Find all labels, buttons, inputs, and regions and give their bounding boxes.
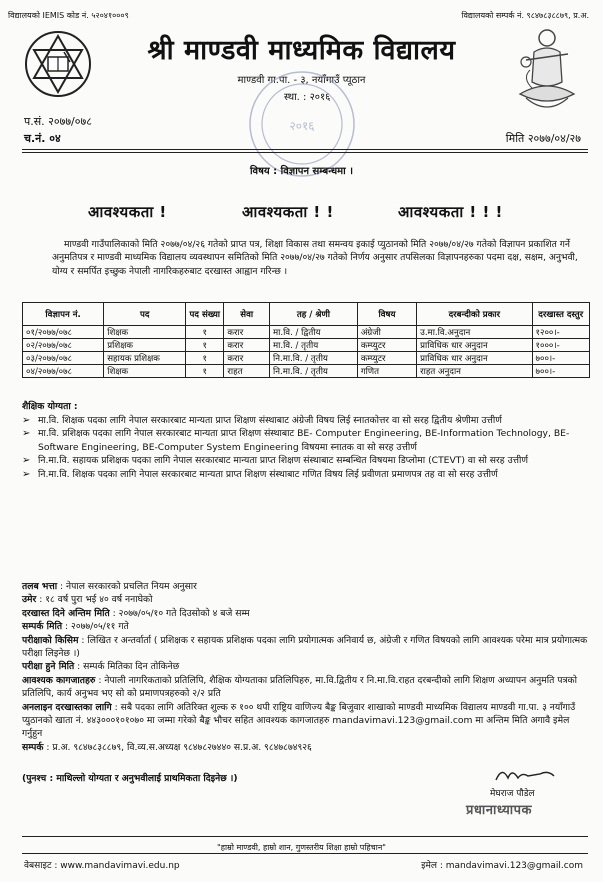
detail-text: : सबै पदका लागि अतिरिक्त शुल्क रु १०० थपी राष्ट्रिय वाणिज्य बैङ्क बिजुवार शाखाको माण्डवी माध्यमिक विद्यालय माण्डवी गा.पा. ३ नयाँगाउँ प्युठानको खाता नं. ४४३०००१०१०७० मा जम्मा गरेको बैङ्क भौचर सहित आवश्यक कागजातहरु mandavimavi.123@gmail.com मा अन्तिम मिति अगावै इमेल गर्नुहुन: [22, 701, 576, 740]
cell-quota-type: राहत अनुदान: [417, 365, 532, 378]
qualification-heading: शैक्षिक योग्यता :: [22, 401, 78, 412]
footer-divider-2: [22, 853, 588, 854]
cell-post: सहायक प्रशिक्षक: [104, 352, 186, 365]
detail-label: सम्पर्क: [22, 741, 44, 753]
cell-quota-type: प्राविधिक धार अनुदान: [417, 352, 532, 365]
table-row: [23, 352, 590, 365]
table-header-row: [23, 303, 590, 326]
svg-text:२०१६: २०१६: [289, 119, 315, 133]
cell-quota-type: प्राविधिक धार अनुदान: [417, 339, 532, 352]
cell-subject: अंग्रेजी: [357, 326, 416, 339]
subject-line: विषय : विज्ञापन सम्बन्धमा ।: [249, 166, 354, 177]
detail-text: : लिखित र अन्तर्वार्ता ( प्रशिक्षक र सहायक प्रशिक्षक पदका लागि प्रयोगात्मक अनिवार्य छ, अंग्रेजी र गणित विषयको लागि आवश्यक परेमा मात्र प्रयोगात्मक परीक्षा लिइनेछ ।): [22, 634, 588, 660]
col-header-fee: दरखास्त दस्तुर: [532, 303, 590, 326]
cell-level: नि.मा.वि. / तृतीय: [269, 352, 357, 365]
cell-post-count: १: [186, 352, 224, 365]
wanted-heading-2: आवश्यकता ! !: [242, 203, 334, 221]
cell-post: शिक्षक: [104, 365, 186, 378]
col-header-post-count: पद संख्या: [186, 303, 224, 326]
col-header-level: तह / श्रेणी: [269, 303, 357, 326]
cell-post-count: १: [186, 326, 224, 339]
detail-text: : नेपाली नागरिकताको प्रतिलिपि, शैक्षिक योग्यताका प्रतिलिपिहरु, मा.वि.द्वितीय र नि.मा.वि.राहत दरबन्दीको लागि शिक्षण अध्यापन अनुमति पत्रको प्रतिलिपि, कार्य अनुभव भए सो को प्रमाणपत्रहरुको २/२ प्रति: [22, 674, 577, 700]
cell-ad-no: ०४/२०७७/०७८: [23, 365, 104, 378]
letter-date: मिति २०७७/०४/२७: [505, 132, 581, 145]
wanted-heading-1: आवश्यकता !: [88, 203, 167, 221]
cell-subject: कम्प्युटर: [357, 352, 416, 365]
detail-label: आवश्यक कागजातहरु: [22, 674, 96, 686]
details-list: [22, 580, 588, 754]
footer-motto: "हाम्रो माण्डवी, हाम्रो शान, गुणस्तरीय शिक्षा हाम्रो पहिचान": [217, 843, 386, 852]
detail-text: : सम्पर्क मितिका दिन तोकिनेछ: [74, 661, 180, 673]
list-item: ➢ मा.वि. शिक्षक पदका लागि नेपाल सरकारबाट मान्यता प्राप्त शिक्षण संस्थाबाट अंग्रेजी विषय लिई स्नातकोत्तर वा सो सरह द्वितीय श्रेणीमा उत्तीर्ण: [22, 414, 588, 427]
emis-code: विद्यालयको IEMIS कोड नं. ५२०४१०००९: [8, 11, 129, 20]
detail-deadline: [22, 607, 588, 620]
header-divider-2: [22, 152, 588, 153]
cell-post-count: १: [186, 339, 224, 352]
cell-ad-no: ०३/२०७७/०७८: [23, 352, 104, 365]
detail-age: [22, 593, 588, 606]
cell-level: मा.वि. / तृतीय: [269, 339, 357, 352]
signatory-title: प्रधानाध्यापक: [466, 803, 533, 818]
cell-ad-no: ०२/२०७७/०७८: [23, 339, 104, 352]
table-row: [23, 326, 590, 339]
school-contact: विद्यालयको सम्पर्क नं. ९८४७८३८८७९, प्र.अ.: [461, 11, 589, 20]
cell-post-count: १: [186, 365, 224, 378]
vacancy-table: [22, 302, 590, 378]
detail-label: परीक्षा हुने मिति: [22, 661, 75, 673]
detail-documents: [22, 674, 588, 701]
list-item: ➢ मा.वि. प्रशिक्षक पदका लागि नेपाल सरकारबाट मान्यता प्राप्त शिक्षण संस्थाबाट BE- Computer Engineering, BE-Information Technology, BE-Software Engineering, BE-Computer System Engineering विषयमा स्नातक वा सो सरह उत्तीर्ण: [22, 427, 588, 454]
cell-fee: १२००।-: [532, 326, 590, 339]
col-header-quota-type: दरबन्दीको प्रकार: [417, 303, 532, 326]
wanted-heading-3: आवश्यकता ! ! !: [398, 203, 503, 221]
cell-service: राहत: [224, 365, 270, 378]
cell-fee: ७००।-: [532, 365, 590, 378]
footer-divider: [22, 836, 588, 837]
detail-label: उमेर: [22, 594, 37, 606]
detail-text: : नेपाल सरकारको प्रचलित नियम अनुसार: [57, 581, 197, 592]
detail-exam-type: [22, 634, 588, 661]
detail-salary: [22, 580, 588, 593]
reference-number: प.सं. २०७७/०७८: [24, 115, 92, 128]
school-address: माण्डवी गा.पा. - ३, नयाँगाउँ प्यूठान: [237, 75, 366, 86]
intro-paragraph: माण्डवी गाउँपालिकाको मिति २०७७/०४/२६ गतेको प्राप्त पत्र, शिक्षा विकास तथा समन्वय इकाई प्युठानको मिति २०७७/०४/२७ गतेको विज्ञापन प्रकाशित गर्ने अनुमतिपत्र र माण्डवी माध्यमिक विद्यालय व्यवस्थापन समितिको मिति २०७७/०४/२७ गतेको निर्णय अनुसार तपसिलका विज्ञापनहरुका पदमा दक्ष, सक्षम, अनुभवी, योग्य र समर्पित इच्छुक नेपाली नागरिकहरुबाट दरखास्त आह्वान गरिन्छ ।: [52, 239, 578, 277]
cell-quota-type: उ.मा.वि.अनुदान: [417, 326, 532, 339]
postscript-note: (पुनश्च : माथिल्लो योग्यता र अनुभवीलाई प्राथमिकता दिइनेछ ।): [22, 773, 238, 784]
signatory-name: मेघराज पौडेल: [490, 789, 535, 799]
table-row: [23, 365, 590, 378]
list-item: ➢ नि.मा.वि. शिक्षक पदका लागि नेपाल सरकारबाट मान्यता प्राप्त शिक्षण संस्थाबाट गणित विषय लिई प्रवीणता प्रमाणपत्र तह वा सो सरह उत्तीर्ण: [22, 468, 588, 481]
detail-online-application: [22, 701, 588, 741]
cell-subject: गणित: [357, 365, 416, 378]
detail-text: : प्र.अ. ९८४७८३८८७९, वि.व्य.स.अध्यक्ष ९८४७८२७४४० स.प्र.अ. ९८४७८७४९२६: [43, 741, 312, 753]
cell-level: नि.मा.वि. / तृतीय: [269, 365, 357, 378]
detail-label: सम्पर्क मिति: [22, 621, 63, 633]
cell-subject: कम्प्युटर: [357, 339, 416, 352]
col-header-subject: विषय: [357, 303, 416, 326]
dispatch-number: च.नं. ०४: [24, 132, 61, 145]
list-item: ➢ नि.मा.वि. सहायक प्रशिक्षक पदका लागि नेपाल सरकारबाट मान्यता प्राप्त शिक्षण संस्थाबाट सम्बन्धित विषयमा डिप्लोमा (CTEVT) वा सो सरह उत्तीर्ण: [22, 454, 588, 467]
cell-fee: १०००।-: [532, 339, 590, 352]
cell-service: करार: [224, 352, 270, 365]
qualification-list: [22, 414, 588, 481]
cell-service: करार: [224, 339, 270, 352]
table-row: [23, 339, 590, 352]
established-year: स्था. : २०१६: [284, 92, 331, 103]
detail-label: दरखास्त दिने अन्तिम मिति: [22, 607, 110, 619]
col-header-service: सेवा: [224, 303, 270, 326]
col-header-post: पद: [104, 303, 186, 326]
cell-level: मा.वि. / द्वितीय: [269, 326, 357, 339]
detail-label: अनलाइन दरखास्तका लागि: [22, 701, 112, 713]
signature-icon: [492, 764, 562, 786]
detail-text: : २०७७/०५/११ गते: [62, 621, 129, 633]
detail-contact: [22, 741, 588, 754]
cell-post: प्रशिक्षक: [104, 339, 186, 352]
cell-ad-no: ०१/२०७७/०७८: [23, 326, 104, 339]
footer-email: इमेल : mandavimavi.123@gmail.com: [421, 861, 583, 871]
cell-fee: ७००।-: [532, 352, 590, 365]
footer-website: वेबसाइट : www.mandavimavi.edu.np: [24, 861, 180, 871]
cell-post: शिक्षक: [104, 326, 186, 339]
school-name: श्री माण्डवी माध्यमिक विद्यालय: [147, 35, 456, 66]
detail-text: : १८ वर्ष पुरा भई ४० वर्ष ननाघेको: [36, 594, 153, 606]
detail-contact-date: [22, 620, 588, 633]
col-header-ad-no: विज्ञापन नं.: [23, 303, 104, 326]
detail-exam-date: [22, 660, 588, 673]
header-divider: [22, 149, 588, 150]
cell-service: करार: [224, 326, 270, 339]
detail-label: तलब भत्ता: [22, 581, 58, 592]
detail-label: परीक्षाको किसिम: [22, 634, 79, 646]
detail-text: : २०७७/०५/१० गते दिउसोको ४ बजे सम्म: [109, 607, 250, 619]
